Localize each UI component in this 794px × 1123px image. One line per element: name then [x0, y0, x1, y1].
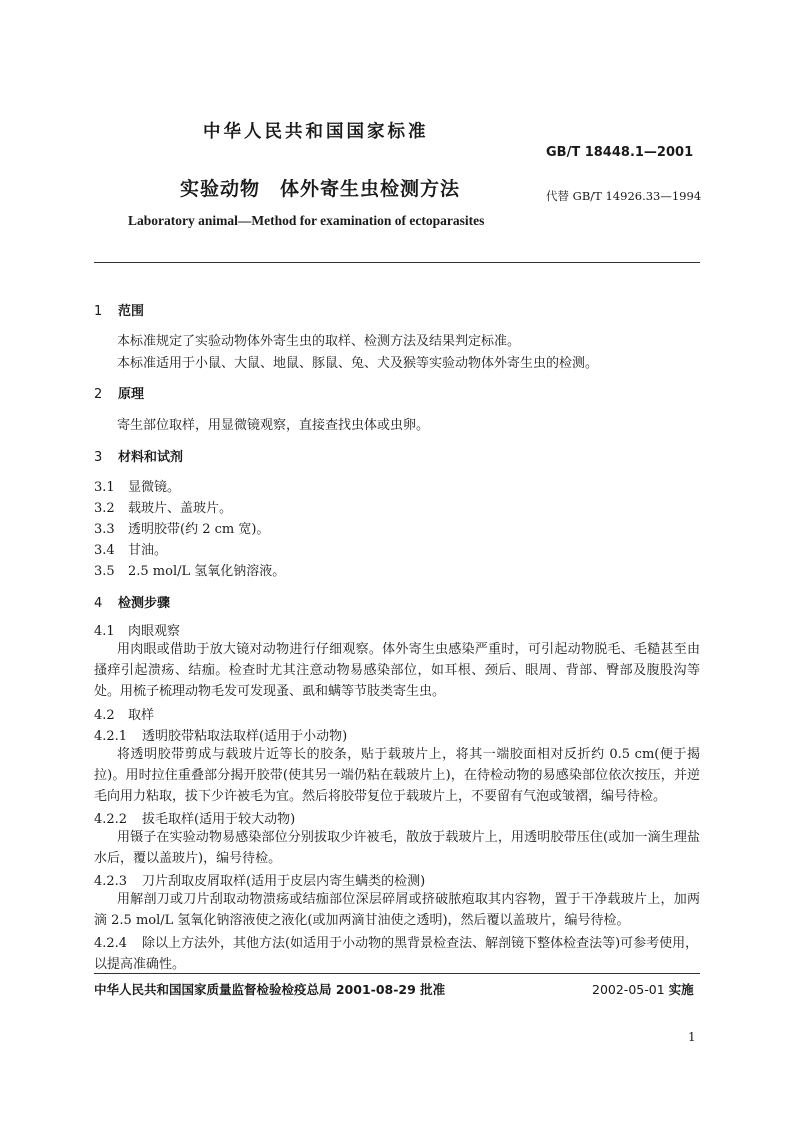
skin-scraping-paragraph: 用解剖刀或刀片刮取动物溃疡或结痂部位深层碎屑或挤破脓疱取其内容物，置于干净载玻片上，加两滴 2.5 mol/L 氢氧化钠溶液使之液化(或加两滴甘油使之透明)，然后覆以盖玻片，编号待检。 — [94, 892, 700, 928]
section-number: 1 — [94, 304, 103, 319]
material-item — [94, 497, 232, 516]
visual-observation-paragraph: 用肉眼或借助于放大镜对动物进行仔细观察。体外寄生虫感染严重时，可引起动物脱毛、毛糙甚至由搔痒引起溃疡、结痂。检查时尤其注意动物易感染部位，如耳根、颈后、眼周、背部、臀部及腹股沟等处。用梳子梳理动物毛发可发现蚤、虱和螨等节肢类寄生虫。 — [94, 642, 700, 699]
section-number: 2 — [94, 387, 103, 402]
implementation-date: 2002-05-01 — [592, 982, 665, 997]
english-title: Laboratory animal—Method for examination of ectoparasites — [128, 213, 485, 228]
section-title: 原理 — [118, 387, 145, 402]
section-3-heading — [94, 446, 183, 465]
subsection-title: 透明胶带粘取法取样(适用于小动物) — [142, 729, 348, 744]
header-divider — [94, 262, 700, 263]
subsection-title: 刀片刮取皮屑取样(适用于皮层内寄生螨类的检测) — [142, 874, 426, 889]
section-title: 范围 — [118, 304, 145, 319]
standard-code-text: GB/T 18448.1—2001 — [546, 145, 694, 160]
subsection-number: 4.1 — [94, 624, 115, 639]
national-standard-heading: 中华人民共和国国家标准 — [203, 122, 429, 142]
subsection-title: 拔毛取样(适用于较大动物) — [142, 812, 296, 827]
item-text: 显微镜。 — [128, 480, 181, 495]
subsection-4-2-heading — [94, 704, 154, 723]
item-text: 透明胶带(约 2 cm 宽)。 — [128, 522, 270, 537]
subsection-4-2-4 — [94, 933, 700, 975]
section-number: 4 — [94, 596, 103, 611]
implementation-label: 实施 — [668, 982, 694, 997]
section-number: 3 — [94, 450, 103, 465]
subsection-title: 肉眼观察 — [128, 624, 181, 639]
standard-code — [546, 145, 693, 160]
subsection-number: 4.2.3 — [94, 874, 128, 889]
subsection-4-1-heading — [94, 620, 180, 639]
scope-paragraph-2: 本标准适用于小鼠、大鼠、地鼠、豚鼠、兔、犬及猴等实验动物体外寄生虫的检测。 — [117, 356, 599, 371]
section-title: 材料和试剂 — [118, 450, 184, 465]
material-item — [94, 560, 285, 579]
item-text: 载玻片、盖玻片。 — [128, 501, 233, 516]
material-item — [94, 539, 167, 558]
item-number: 3.2 — [94, 501, 115, 516]
item-number: 3.5 — [94, 564, 115, 579]
principle-paragraph: 寄生部位取样，用显微镜观察，直接查找虫体或虫卵。 — [117, 418, 430, 433]
item-text: 2.5 mol/L 氢氧化钠溶液。 — [128, 564, 286, 579]
subsection-4-2-3-heading — [94, 870, 425, 889]
section-2-heading — [94, 383, 144, 402]
subsection-number: 4.2.1 — [94, 729, 128, 744]
document-title: 实验动物 体外寄生虫检测方法 — [180, 178, 461, 200]
other-methods-text: 除以上方法外，其他方法(如适用于小动物的黑背景检查法、解剖镜下整体检查法等)可参考使用，以提高准确性。 — [94, 936, 699, 972]
material-item — [94, 518, 269, 537]
section-4-heading — [94, 592, 170, 611]
approval-line: 中华人民共和国国家质量监督检验检疫总局 2001-08-29 批准 — [94, 982, 446, 997]
section-1-heading — [94, 300, 144, 319]
footer-divider — [94, 973, 700, 974]
replaces-standard: 代替 GB/T 14926.33—1994 — [546, 189, 702, 203]
tape-sampling-paragraph: 将透明胶带剪成与载玻片近等长的胶条，贴于载玻片上，将其一端胶面相对反折约 0.5 cm(便于揭拉)。用时拉住重叠部分揭开胶带(使其另一端仍粘在载玻片上)，在待检动物的易感染部位依次按压，并逆毛向用力粘取，拔下少许被毛为宜。然后将胶带复位于载玻片上，不要留有气泡或皱褶，编号待检。 — [94, 747, 700, 804]
item-number: 3.4 — [94, 543, 115, 558]
hair-plucking-paragraph: 用镊子在实验动物易感染部位分别拔取少许被毛，散放于载玻片上，用透明胶带压住(或加一滴生理盐水后，覆以盖玻片)，编号待检。 — [94, 830, 700, 866]
material-item — [94, 476, 180, 495]
page-number: 1 — [688, 1030, 696, 1044]
subsection-4-2-2-heading — [94, 808, 295, 827]
item-number: 3.1 — [94, 480, 115, 495]
subsection-title: 取样 — [128, 708, 155, 723]
section-title: 检测步骤 — [118, 596, 171, 611]
scope-paragraph-1: 本标准规定了实验动物体外寄生虫的取样、检测方法及结果判定标准。 — [117, 334, 521, 349]
subsection-4-2-1-heading — [94, 725, 347, 744]
implementation-line — [592, 980, 694, 998]
item-text: 甘油。 — [128, 543, 168, 558]
subsection-number: 4.2.4 — [94, 936, 128, 951]
subsection-number: 4.2.2 — [94, 812, 128, 827]
item-number: 3.3 — [94, 522, 115, 537]
subsection-number: 4.2 — [94, 708, 115, 723]
